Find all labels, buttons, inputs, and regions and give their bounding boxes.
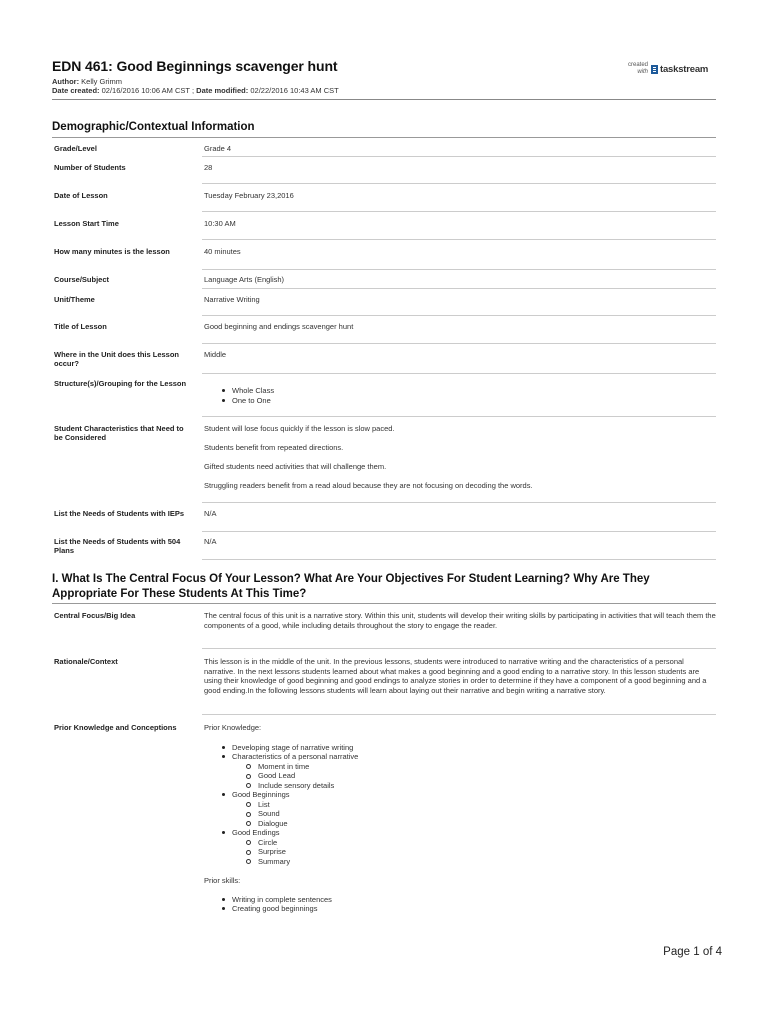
section-divider bbox=[52, 137, 716, 138]
field-value: Tuesday February 23,2016 bbox=[204, 191, 294, 200]
list-item bbox=[232, 828, 716, 866]
list-item bbox=[232, 743, 716, 753]
field-label: Lesson Start Time bbox=[54, 219, 119, 228]
field-label: List the Needs of Students with IEPs bbox=[54, 509, 185, 518]
field-value: 28 bbox=[204, 163, 213, 172]
list-item: Writing in complete sentences bbox=[232, 895, 716, 905]
paragraph: Students benefit from repeated directions. bbox=[204, 443, 344, 452]
grouping-list bbox=[204, 386, 716, 405]
row-divider bbox=[202, 373, 716, 374]
row-divider bbox=[202, 502, 716, 503]
field-value: 40 minutes bbox=[204, 247, 241, 256]
row-divider bbox=[202, 648, 716, 649]
field-label: Structure(s)/Grouping for the Lesson bbox=[54, 379, 187, 388]
paragraph: Gifted students need activities that will challenge them. bbox=[204, 462, 387, 471]
paragraph: Student will lose focus quickly if the lesson is slow paced. bbox=[204, 424, 395, 433]
author-line bbox=[52, 77, 716, 86]
row-divider bbox=[202, 288, 716, 289]
date-modified-label: Date modified: bbox=[196, 86, 249, 95]
field-label: Course/Subject bbox=[54, 275, 110, 284]
sub-list-item: Summary bbox=[258, 857, 716, 867]
sub-list-item: Sound bbox=[258, 809, 716, 819]
row-divider bbox=[202, 315, 716, 316]
field-value: Grade 4 bbox=[204, 144, 232, 153]
dates-line bbox=[52, 86, 716, 95]
header-divider bbox=[52, 99, 716, 100]
prior-skills-list bbox=[204, 895, 716, 914]
row-divider bbox=[202, 156, 716, 157]
field-label: Unit/Theme bbox=[54, 295, 95, 304]
row-divider bbox=[202, 183, 716, 184]
field-label: Central Focus/Big Idea bbox=[54, 611, 136, 620]
list-item: Whole Class bbox=[232, 386, 716, 396]
taskstream-logo bbox=[622, 60, 716, 80]
row-divider bbox=[202, 269, 716, 270]
list-item: One to One bbox=[232, 396, 716, 406]
sub-list-item: Moment in time bbox=[258, 762, 716, 772]
field-label: Student Characteristics that Need to be Considered bbox=[54, 424, 184, 442]
field-label: Grade/Level bbox=[54, 144, 97, 153]
prior-skills-heading: Prior skills: bbox=[204, 876, 241, 885]
list-item bbox=[232, 752, 716, 790]
page-number: Page 1 of 4 bbox=[663, 946, 722, 958]
row-divider bbox=[202, 416, 716, 417]
author-name: Kelly Grimm bbox=[81, 77, 123, 86]
field-value: The central focus of this unit is a narrative story. Within this unit, students will develop their writing skills by participating in activities that will teach them the components of a good, while including details throughout the story to engage the reader. bbox=[204, 611, 716, 630]
field-value: 10:30 AM bbox=[204, 219, 236, 228]
sub-list-item: Include sensory details bbox=[258, 781, 716, 791]
date-modified: 02/22/2016 10:43 AM CST bbox=[250, 86, 339, 95]
brand-name: taskstream bbox=[660, 64, 709, 75]
row-divider bbox=[202, 531, 716, 532]
date-separator: ; bbox=[191, 86, 195, 95]
row-divider bbox=[202, 239, 716, 240]
date-created: 02/16/2016 10:06 AM CST bbox=[101, 86, 190, 95]
sub-list bbox=[232, 838, 716, 867]
field-value: This lesson is in the middle of the unit. In the previous lessons, students were introduced to narrative writing and the characteristics of a personal narrative. In the next lessons students learned about what makes a good beginning and a good ending to a narrative story. In this lesson students are using their knowledge of good beginning and good endings to analyze stories in order to determine if they have a component of a good beginning and a good ending.In the following lessons students will learn about laying out their narrative and begin writing a narrative story. bbox=[204, 657, 707, 695]
sub-list-item: Circle bbox=[258, 838, 716, 848]
row-divider bbox=[202, 211, 716, 212]
field-value: N/A bbox=[204, 537, 217, 546]
field-value: Good beginning and endings scavenger hunt bbox=[204, 322, 354, 331]
field-value bbox=[204, 723, 716, 914]
field-value: Language Arts (English) bbox=[204, 275, 285, 284]
field-label: Prior Knowledge and Conceptions bbox=[54, 723, 177, 732]
list-item-text: Characteristics of a personal narrative bbox=[232, 752, 359, 761]
section-title-demographic: Demographic/Contextual Information bbox=[52, 121, 255, 133]
list-item-text: Developing stage of narrative writing bbox=[232, 742, 354, 752]
section-title-central-focus: I. What Is The Central Focus Of Your Lesson? What Are Your Objectives For Student Learning? Why Are They Appropriate For These Students At This Time? bbox=[52, 573, 650, 600]
list-item: Creating good beginnings bbox=[232, 904, 716, 914]
sub-list bbox=[232, 800, 716, 829]
field-label: Title of Lesson bbox=[54, 322, 107, 331]
with-label: with bbox=[637, 69, 648, 75]
sub-list bbox=[232, 762, 716, 791]
field-label: Date of Lesson bbox=[54, 191, 108, 200]
field-label: Where in the Unit does this Lesson occur? bbox=[54, 350, 180, 368]
date-created-label: Date created: bbox=[52, 86, 100, 95]
field-value: Narrative Writing bbox=[204, 295, 260, 304]
field-label: Number of Students bbox=[54, 163, 126, 172]
field-value bbox=[204, 379, 716, 405]
paragraph: Struggling readers benefit from a read aloud because they are not focusing on decoding the words. bbox=[204, 481, 533, 490]
list-item-text: Good Endings bbox=[232, 828, 280, 837]
row-divider bbox=[202, 559, 716, 560]
sub-list-item: Dialogue bbox=[258, 819, 716, 829]
document-title: EDN 461: Good Beginnings scavenger hunt bbox=[52, 58, 338, 74]
field-label: Rationale/Context bbox=[54, 657, 118, 666]
field-label: List the Needs of Students with 504 Plans bbox=[54, 537, 181, 555]
document-header bbox=[52, 58, 716, 95]
prior-knowledge-heading: Prior Knowledge: bbox=[204, 723, 262, 732]
section-divider bbox=[52, 603, 716, 604]
sub-list-item: List bbox=[258, 800, 716, 810]
row-divider bbox=[202, 714, 716, 715]
field-value: N/A bbox=[204, 509, 217, 518]
taskstream-logo-icon bbox=[651, 65, 658, 74]
field-value: Middle bbox=[204, 350, 227, 359]
prior-knowledge-list bbox=[204, 743, 716, 867]
created-label: created bbox=[627, 62, 648, 68]
field-value bbox=[204, 424, 716, 491]
sub-list-item: Surprise bbox=[258, 847, 716, 857]
list-item-text: Good Beginnings bbox=[232, 790, 290, 799]
sub-list-item: Good Lead bbox=[258, 771, 716, 781]
author-label: Author: bbox=[52, 77, 80, 86]
field-label: How many minutes is the lesson bbox=[54, 247, 170, 256]
list-item bbox=[232, 790, 716, 828]
row-divider bbox=[202, 343, 716, 344]
